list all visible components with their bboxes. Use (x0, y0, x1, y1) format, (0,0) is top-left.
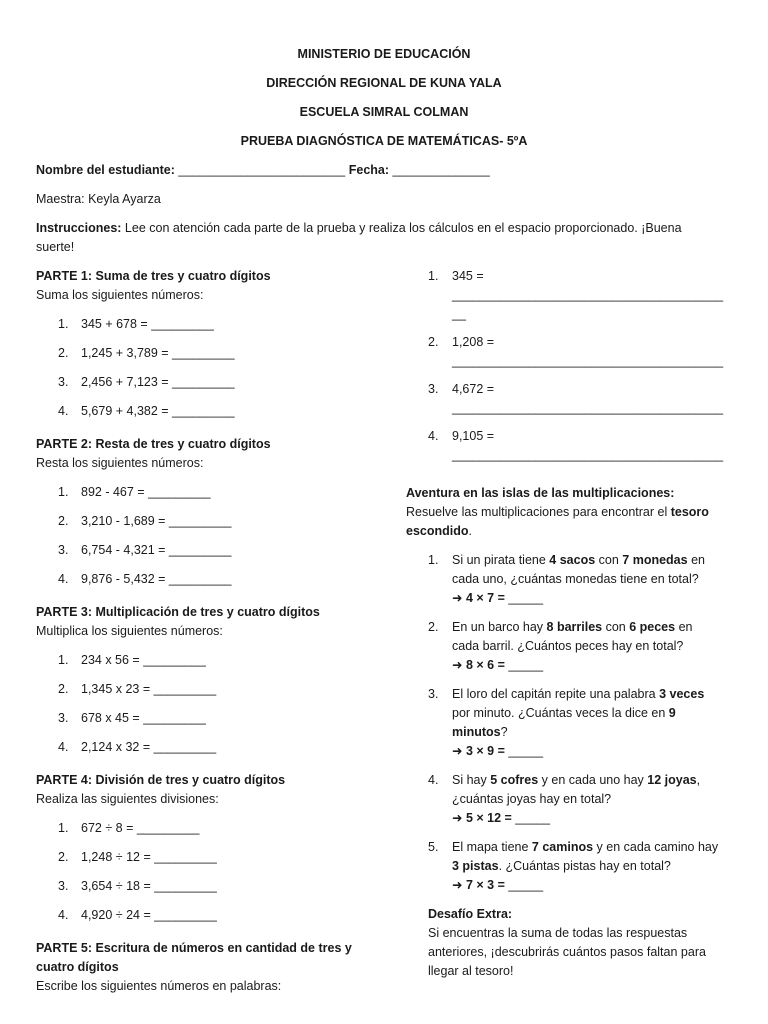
part-3 (36, 603, 386, 767)
multiplication-problem: 2. En un barco hay 8 barriles con 6 peces en cada barril. ¿Cuántos peces hay en total? ➜ 8 × 6 = _____ (428, 620, 693, 672)
part-4 (36, 771, 386, 935)
header-test-title: PRUEBA DIAGNÓSTICA DE MATEMÁTICAS- 5ºA (240, 134, 528, 148)
header-school: ESCUELA SIMRAL COLMAN (299, 105, 469, 119)
word-item[interactable]: 4. 9,105 = _______________________________________ (406, 427, 734, 465)
answer-blank[interactable]: _____ (508, 878, 544, 892)
equation: ➜ 8 × 6 = (452, 658, 509, 672)
multiplication-problem: 5. El mapa tiene 7 caminos y en cada camino hay 3 pistas. ¿Cuántas pistas hay en total? ➜ 7 × 3 = _____ (428, 840, 719, 892)
answer-blank[interactable]: _____ (515, 811, 551, 825)
equation: ➜ 3 × 9 = (452, 744, 509, 758)
multiplication-problem: 4. Si hay 5 cofres y en cada uno hay 12 joyas, ¿cuántas joyas hay en total? ➜ 5 × 12 = _____ (428, 773, 701, 825)
teacher-name: Maestra: Keyla Ayarza (36, 192, 161, 206)
date-label: Fecha: (348, 163, 390, 177)
part-intro: Realiza las siguientes divisiones: (36, 792, 219, 806)
instructions-text: Lee con atención cada parte de la prueba y realiza los cálculos en el espacio proporcionado. ¡Buena (121, 221, 682, 235)
list-item[interactable]: 3. 3,654 ÷ 18 = _________ (58, 879, 217, 893)
left-column (36, 267, 386, 1000)
list-item[interactable]: 4. 2,124 x 32 = _________ (58, 740, 217, 754)
answer-blank[interactable]: _____ (508, 591, 544, 605)
equation: ➜ 4 × 7 = (452, 591, 509, 605)
answer-blank[interactable]: _____ (508, 744, 544, 758)
part-intro: Resta los siguientes números: (36, 456, 204, 470)
student-info-line (36, 161, 732, 180)
list-item[interactable]: 3. 678 x 45 = _________ (58, 711, 206, 725)
answer-line[interactable]: _______________________________________ (452, 448, 724, 462)
part-5 (36, 939, 386, 996)
list-item[interactable]: 1. 234 x 56 = _________ (58, 653, 206, 667)
list-item[interactable]: 3. 6,754 - 4,321 = _________ (58, 543, 232, 557)
right-column (406, 267, 734, 981)
answer-blank[interactable]: _____ (508, 658, 544, 672)
part-title: PARTE 4: División de tres y cuatro dígitos (36, 773, 286, 787)
header-ministry: MINISTERIO DE EDUCACIÓN (297, 47, 471, 61)
part-1 (36, 267, 386, 431)
list-item[interactable]: 4. 4,920 ÷ 24 = _________ (58, 908, 217, 922)
instructions-text-cont: suerte! (36, 240, 75, 254)
adventure-intro: Resuelve las multiplicaciones para encontrar el tesoro escondido. (406, 505, 709, 538)
part-title: PARTE 5: Escritura de números en cantidad de tres y (36, 941, 352, 955)
header-regional: DIRECCIÓN REGIONAL DE KUNA YALA (266, 76, 502, 90)
date-blank[interactable]: ______________ (392, 163, 490, 177)
word-item[interactable]: 3. 4,672 = _______________________________________ (406, 380, 734, 418)
answer-line-wrap: __ (452, 307, 466, 321)
list-item[interactable]: 3. 2,456 + 7,123 = _________ (58, 375, 235, 389)
word-item[interactable]: 2. 1,208 = _______________________________________ (406, 333, 734, 371)
part-intro: Multiplica los siguientes números: (36, 624, 223, 638)
list-item[interactable]: 2. 1,345 x 23 = _________ (58, 682, 217, 696)
answer-line[interactable]: _______________________________________ (452, 401, 724, 415)
extra-challenge: Desafío Extra: Si encuentras la suma de todas las respuestas anteriores, ¡descubrirás cuántos pasos faltan para llegar al tesoro! (406, 905, 734, 981)
name-blank[interactable]: ________________________ (178, 163, 346, 177)
list-item[interactable]: 2. 1,245 + 3,789 = _________ (58, 346, 235, 360)
part-title: PARTE 2: Resta de tres y cuatro dígitos (36, 437, 271, 451)
multiplication-problem: 3. El loro del capitán repite una palabra 3 veces por minuto. ¿Cuántas veces la dice en 9 minutos? ➜ 3 × 9 = _____ (428, 687, 705, 758)
list-item[interactable]: 1. 892 - 467 = _________ (58, 485, 211, 499)
instructions-label: Instrucciones: (36, 221, 122, 235)
list-item[interactable]: 2. 3,210 - 1,689 = _________ (58, 514, 232, 528)
part-intro: Escribe los siguientes números en palabras: (36, 979, 282, 993)
equation: ➜ 5 × 12 = (452, 811, 516, 825)
name-label: Nombre del estudiante: (36, 163, 175, 177)
instructions (36, 219, 732, 257)
list-item[interactable]: 2. 1,248 ÷ 12 = _________ (58, 850, 217, 864)
part-intro: Suma los siguientes números: (36, 288, 204, 302)
answer-line[interactable]: _______________________________________ (452, 288, 724, 302)
list-item[interactable]: 4. 9,876 - 5,432 = _________ (58, 572, 232, 586)
equation: ➜ 7 × 3 = (452, 878, 509, 892)
part-title: PARTE 1: Suma de tres y cuatro dígitos (36, 269, 271, 283)
list-item[interactable]: 1. 672 ÷ 8 = _________ (58, 821, 200, 835)
multiplication-problem: 1. Si un pirata tiene 4 sacos con 7 monedas en cada uno, ¿cuántas monedas tiene en total? ➜ 4 × 7 = _____ (428, 553, 705, 605)
list-item[interactable]: 4. 5,679 + 4,382 = _________ (58, 404, 235, 418)
answer-line[interactable]: _______________________________________ (452, 354, 724, 368)
part-title: PARTE 3: Multiplicación de tres y cuatro dígitos (36, 605, 320, 619)
list-item[interactable]: 1. 345 + 678 = _________ (58, 317, 214, 331)
challenge-title: Desafío Extra: (428, 907, 513, 921)
part-title-cont: cuatro dígitos (36, 960, 119, 974)
part-2 (36, 435, 386, 599)
adventure-title: Aventura en las islas de las multiplicaciones: (406, 486, 675, 500)
word-item[interactable]: 1. 345 = _______________________________________ __ (406, 267, 734, 324)
